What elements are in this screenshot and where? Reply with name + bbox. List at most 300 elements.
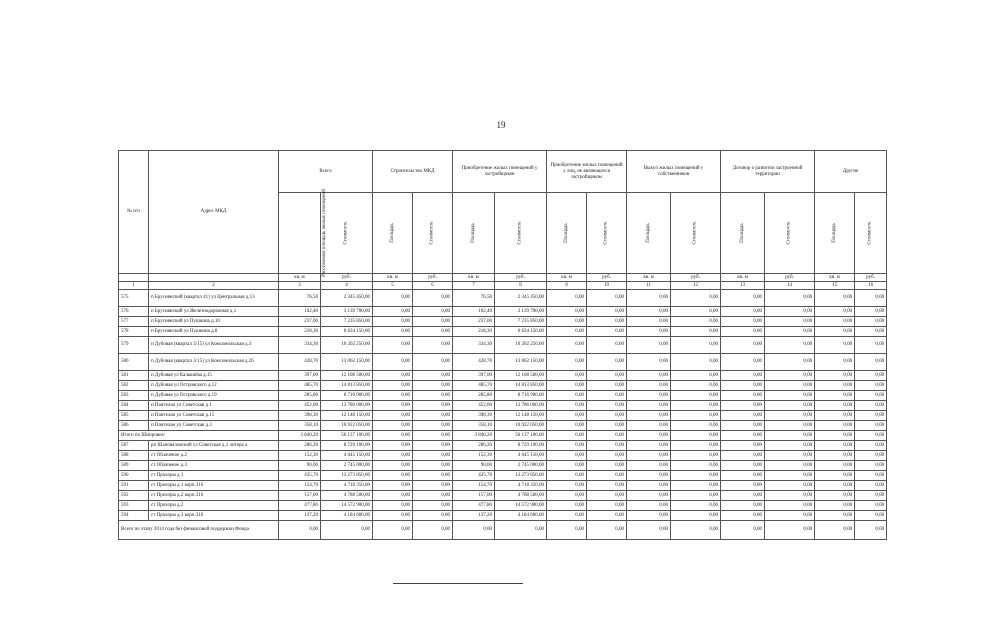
row-zero-value: 0,00 [627,371,671,381]
header-vykup: Выкуп жилых помещений у собственников [627,151,721,193]
unit-cell: кв. м [453,274,495,282]
row-area-developer: 76,50 [453,290,495,307]
row-area-construction: 0,00 [373,307,413,317]
row-zero-value: 0,00 [765,491,815,501]
row-cost-construction: 0,00 [413,307,453,317]
row-area-construction: 0,00 [373,411,413,421]
row-zero-value: 0,00 [627,401,671,411]
row-zero-value: 0,00 [721,337,765,354]
row-number: 587 [119,441,149,451]
row-zero-value: 0,00 [721,381,765,391]
row-zero-value: 0,00 [815,391,855,401]
row-zero-value: 0,00 [721,391,765,401]
row-zero-value: 0,00 [855,501,887,511]
row-address: п Бруснянский ул Железнодорожная д.1 [149,307,279,317]
colnum-cell: 15 [815,282,855,290]
row-area-construction: 0,00 [373,381,413,391]
row-zero-value: 0,00 [671,511,721,521]
row-zero-value: 0,00 [765,411,815,421]
colnum-cell: 6 [413,282,453,290]
unit-cell: руб. [671,274,721,282]
row-area: 152,30 [279,451,321,461]
row-number: 578 [119,327,149,337]
row-zero-value: 0,00 [765,451,815,461]
row-zero-value: 0,00 [671,521,721,540]
row-zero-value: 0,00 [815,401,855,411]
colnum-cell: 12 [671,282,721,290]
row-zero-value: 0,00 [671,441,721,451]
subheader-area: Площадь [815,193,855,274]
colnum-cell: 2 [149,282,279,290]
row-area-developer: 286,20 [453,441,495,451]
row-zero-value: 0,00 [815,354,855,371]
row-zero-value: 0,00 [547,491,587,501]
row-zero-value: 0,00 [671,354,721,371]
unit-cell: руб. [321,274,373,282]
row-zero-value: 0,00 [721,401,765,411]
row-zero-value: 0,00 [855,401,887,411]
row-zero-value: 0,00 [815,461,855,471]
row-zero-value: 0,00 [721,451,765,461]
colnum-cell: 13 [721,282,765,290]
row-zero-value: 0,00 [855,381,887,391]
row-zero-value: 0,00 [671,391,721,401]
row-area: 435,70 [279,471,321,481]
row-cost-developer: 4 184 600,00 [495,511,547,521]
row-cost-construction: 0,00 [413,337,453,354]
row-zero-value: 0,00 [587,401,627,411]
row-cost-construction: 0,00 [413,421,453,431]
row-cost: 10 202 250,00 [321,337,373,354]
table-row [119,461,887,471]
row-area-construction: 0,00 [373,481,413,491]
row-cost-developer: 4 718 350,00 [495,481,547,491]
row-zero-value: 0,00 [815,451,855,461]
row-zero-value: 0,00 [855,411,887,421]
row-zero-value: 0,00 [855,521,887,540]
row-zero-value: 0,00 [671,461,721,471]
row-zero-value: 0,00 [587,337,627,354]
row-cost: 56 137 100,00 [321,431,373,441]
header-priobr-lic: Приобретение жилых помещений у лиц, не являющихся застройщиком [547,151,627,193]
row-zero-value: 0,00 [815,411,855,421]
subheader-cost: Стоимость [495,193,547,274]
row-zero-value: 0,00 [855,290,887,307]
row-zero-value: 0,00 [627,431,671,441]
column-numbers-row [119,282,887,290]
subheader-area: Площадь [721,193,765,274]
row-cost-construction: 0,00 [413,371,453,381]
row-cost-developer: 56 137 100,00 [495,431,547,441]
row-zero-value: 0,00 [721,421,765,431]
row-area: 237,00 [279,317,321,327]
colnum-cell: 8 [495,282,547,290]
units-empty [119,274,149,282]
row-zero-value: 0,00 [671,371,721,381]
row-area: 0,00 [279,521,321,540]
row-zero-value: 0,00 [855,461,887,471]
row-zero-value: 0,00 [547,521,587,540]
table-row [119,337,887,354]
header-dogovor: Договор о развитии застроенной территории [721,151,815,193]
row-zero-value: 0,00 [721,354,765,371]
row-zero-value: 0,00 [671,401,721,411]
table-row [119,451,887,461]
row-cost: 10 922 050,00 [321,421,373,431]
row-zero-value: 0,00 [815,441,855,451]
row-cost: 2 745 000,00 [321,461,373,471]
row-cost-construction: 0,00 [413,461,453,471]
row-area: 76,50 [279,290,321,307]
table-row [119,354,887,371]
row-zero-value: 0,00 [671,481,721,491]
row-cost: 13 062 150,00 [321,354,373,371]
row-zero-value: 0,00 [855,307,887,317]
row-zero-value: 0,00 [627,501,671,511]
row-address: ст Прохоры д.1 [149,471,279,481]
row-cost-developer: 4 645 150,00 [495,451,547,461]
row-zero-value: 0,00 [765,391,815,401]
row-number: 576 [119,307,149,317]
header-vsego: Всего [279,151,373,193]
row-zero-value: 0,00 [671,317,721,327]
row-zero-value: 0,00 [721,501,765,511]
row-zero-value: 0,00 [587,371,627,381]
subheader-area: Площадь [627,193,671,274]
row-zero-value: 0,00 [627,307,671,317]
row-cost-construction: 0,00 [413,327,453,337]
subheader-area: Площадь [453,193,495,274]
subheader-area: Площадь [373,193,413,274]
unit-cell: руб. [413,274,453,282]
row-zero-value: 0,00 [587,451,627,461]
row-area-construction: 0,00 [373,401,413,411]
unit-cell: кв. м [721,274,765,282]
row-address: п Дубовая ул Островского д.12 [149,381,279,391]
row-zero-value: 0,00 [547,411,587,421]
row-zero-value: 0,00 [547,337,587,354]
row-area-developer: 334,30 [453,337,495,354]
table-row [119,327,887,337]
row-zero-value: 0,00 [721,411,765,421]
row-zero-value: 0,00 [765,337,815,354]
row-cost-construction: 0,00 [413,354,453,371]
row-cost: 4 184 600,00 [321,511,373,521]
row-zero-value: 0,00 [721,481,765,491]
row-area-construction: 0,00 [373,354,413,371]
row-zero-value: 0,00 [627,511,671,521]
row-zero-value: 0,00 [855,391,887,401]
colnum-cell: 7 [453,282,495,290]
row-zero-value: 0,00 [815,290,855,307]
unit-cell: кв. м [547,274,587,282]
housing-table [118,150,887,540]
row-cost-construction: 0,00 [413,511,453,521]
row-address: п Пантелан ул Советская д.3 [149,421,279,431]
row-number: 575 [119,290,149,307]
row-zero-value: 0,00 [671,337,721,354]
row-zero-value: 0,00 [587,511,627,521]
row-area-developer: 3 840,20 [453,431,495,441]
subheader-cost: Стоимость [587,193,627,274]
colnum-cell: 4 [321,282,373,290]
row-number: 589 [119,461,149,471]
row-area-developer: 237,00 [453,317,495,327]
row-area-construction: 0,00 [373,391,413,401]
row-cost-developer: 3 139 700,00 [495,307,547,317]
unit-cell: кв. м [627,274,671,282]
row-address: п Пантелан ул Советская д.15 [149,411,279,421]
row-cost-construction: 0,00 [413,391,453,401]
row-zero-value: 0,00 [547,421,587,431]
summary-row [119,431,887,441]
row-number: 590 [119,471,149,481]
header-drugie: Другие [815,151,887,193]
row-area-developer: 398,30 [453,411,495,421]
row-zero-value: 0,00 [721,521,765,540]
summary-label: Итого по Шипровое: [119,431,279,441]
row-address: п Дубовая (квартал 3/15) ул Комсомольская д.26 [149,354,279,371]
row-cost-developer: 10 202 250,00 [495,337,547,354]
row-zero-value: 0,00 [855,354,887,371]
row-area-developer: 218,30 [453,327,495,337]
row-zero-value: 0,00 [587,327,627,337]
subheader-cost: Стоимость [413,193,453,274]
colnum-cell: 1 [119,282,149,290]
row-zero-value: 0,00 [627,421,671,431]
row-cost: 8 729 100,00 [321,441,373,451]
row-cost-developer: 13 062 150,00 [495,354,547,371]
row-cost: 12 108 500,00 [321,371,373,381]
unit-cell: руб. [495,274,547,282]
table-row [119,471,887,481]
row-zero-value: 0,00 [627,327,671,337]
row-number: 593 [119,501,149,511]
row-area-developer: 477,80 [453,501,495,511]
row-zero-value: 0,00 [547,511,587,521]
table-row [119,491,887,501]
row-cost: 12 148 150,00 [321,411,373,421]
row-zero-value: 0,00 [815,307,855,317]
row-area-construction: 0,00 [373,491,413,501]
row-zero-value: 0,00 [627,381,671,391]
row-zero-value: 0,00 [721,290,765,307]
row-area: 157,00 [279,491,321,501]
row-cost-construction: 0,00 [413,290,453,307]
row-cost: 2 345 450,00 [321,290,373,307]
subheader-area: Площадь [547,193,587,274]
row-area: 485,70 [279,381,321,391]
row-address: ст Прохоры д.1 корп.316 [149,481,279,491]
row-area: 397,00 [279,371,321,381]
row-area: 3 840,20 [279,431,321,441]
row-number: 592 [119,491,149,501]
row-zero-value: 0,00 [587,521,627,540]
row-cost: 4 718 350,00 [321,481,373,491]
row-area: 154,70 [279,481,321,491]
row-area-construction: 0,00 [373,317,413,327]
row-zero-value: 0,00 [627,491,671,501]
row-cost-construction: 0,00 [413,501,453,511]
row-number: 591 [119,481,149,491]
unit-cell: руб. [587,274,627,282]
row-area-developer: 157,00 [453,491,495,501]
row-area-developer: 452,00 [453,401,495,411]
row-number: 585 [119,411,149,421]
row-area-developer: 90,00 [453,461,495,471]
row-zero-value: 0,00 [765,501,815,511]
row-cost-construction: 0,00 [413,317,453,327]
row-zero-value: 0,00 [721,441,765,451]
row-zero-value: 0,00 [765,371,815,381]
row-cost: 4 788 500,00 [321,491,373,501]
row-zero-value: 0,00 [627,337,671,354]
row-cost: 0,00 [321,521,373,540]
row-cost: 14 572 900,00 [321,501,373,511]
row-zero-value: 0,00 [627,471,671,481]
unit-cell: руб. [765,274,815,282]
row-zero-value: 0,00 [671,411,721,421]
row-area-construction: 0,00 [373,371,413,381]
row-cost-developer: 13 273 850,00 [495,471,547,481]
header-stroitelstvo: Строительство МКД [373,151,453,193]
row-zero-value: 0,00 [547,401,587,411]
row-cost: 8 716 900,00 [321,391,373,401]
row-zero-value: 0,00 [587,307,627,317]
row-zero-value: 0,00 [587,461,627,471]
row-area-construction: 0,00 [373,511,413,521]
row-zero-value: 0,00 [721,431,765,441]
row-area-developer: 102,40 [453,307,495,317]
row-area: 398,30 [279,411,321,421]
row-zero-value: 0,00 [765,290,815,307]
signature-line [393,583,523,584]
table-row [119,371,887,381]
row-area-developer: 152,30 [453,451,495,461]
row-zero-value: 0,00 [855,371,887,381]
row-area-construction: 0,00 [373,471,413,481]
row-zero-value: 0,00 [547,501,587,511]
row-cost: 14 813 850,00 [321,381,373,391]
row-cost-developer: 13 786 000,00 [495,401,547,411]
row-zero-value: 0,00 [765,521,815,540]
row-zero-value: 0,00 [855,491,887,501]
row-zero-value: 0,00 [627,354,671,371]
row-zero-value: 0,00 [547,290,587,307]
row-area-construction: 0,00 [373,327,413,337]
row-zero-value: 0,00 [765,431,815,441]
row-address: п Бруснянский ул Пушкина д.10 [149,317,279,327]
row-zero-value: 0,00 [627,481,671,491]
row-zero-value: 0,00 [587,290,627,307]
row-zero-value: 0,00 [855,441,887,451]
row-cost: 3 139 700,00 [321,307,373,317]
row-zero-value: 0,00 [671,421,721,431]
row-zero-value: 0,00 [855,511,887,521]
row-zero-value: 0,00 [587,354,627,371]
row-cost-developer: 12 108 500,00 [495,371,547,381]
header-row [119,151,887,193]
row-area-construction: 0,00 [373,431,413,441]
row-area-construction: 0,00 [373,337,413,354]
row-zero-value: 0,00 [765,354,815,371]
row-address: п Дубовая ул Калышёва д.15 [149,371,279,381]
subheader-cost: Стоимость [321,193,373,274]
row-zero-value: 0,00 [671,307,721,317]
row-number: 588 [119,451,149,461]
table-row [119,290,887,307]
row-zero-value: 0,00 [587,391,627,401]
row-zero-value: 0,00 [855,337,887,354]
row-area: 286,20 [279,441,321,451]
row-zero-value: 0,00 [855,317,887,327]
row-zero-value: 0,00 [627,391,671,401]
subheader-cost: Стоимость [855,193,887,274]
row-area: 358,10 [279,421,321,431]
row-cost-construction: 0,00 [413,441,453,451]
row-area-construction: 0,00 [373,451,413,461]
table-row [119,481,887,491]
row-area-construction: 0,00 [373,461,413,471]
row-cost: 13 786 000,00 [321,401,373,411]
row-address: п Пантелан ул Советская д.1 [149,401,279,411]
row-number: 581 [119,371,149,381]
row-zero-value: 0,00 [815,501,855,511]
unit-cell: кв. м [279,274,321,282]
subheader-area-total: Расселяемая площадь жилых помещений [279,193,321,274]
row-address: п Бруснянский ул Пушкина д.8 [149,327,279,337]
row-zero-value: 0,00 [627,411,671,421]
row-cost-developer: 14 572 900,00 [495,501,547,511]
summary-label: Всего по этапу 2014 года без финансовой поддержки Фонда [119,521,279,540]
row-zero-value: 0,00 [547,327,587,337]
row-area: 137,20 [279,511,321,521]
unit-cell: кв. м [373,274,413,282]
row-zero-value: 0,00 [587,441,627,451]
row-area-developer: 0,00 [453,521,495,540]
row-area-developer: 428,70 [453,354,495,371]
row-address: ст Прохоры д.3 корп.316 [149,511,279,521]
row-address: п Бруснянский (квартал 41) ул Центральная д.13 [149,290,279,307]
row-area: 452,00 [279,401,321,411]
row-cost-developer: 6 634 150,00 [495,327,547,337]
colnum-cell: 10 [587,282,627,290]
row-area-construction: 0,00 [373,501,413,511]
row-zero-value: 0,00 [721,317,765,327]
row-zero-value: 0,00 [547,441,587,451]
row-cost-developer: 4 788 500,00 [495,491,547,501]
colnum-cell: 11 [627,282,671,290]
row-zero-value: 0,00 [547,431,587,441]
unit-cell: кв. м [815,274,855,282]
row-zero-value: 0,00 [815,431,855,441]
row-zero-value: 0,00 [815,521,855,540]
row-number: 586 [119,421,149,431]
row-zero-value: 0,00 [765,327,815,337]
row-zero-value: 0,00 [855,451,887,461]
row-zero-value: 0,00 [765,381,815,391]
row-zero-value: 0,00 [721,371,765,381]
row-area-developer: 154,70 [453,481,495,491]
row-zero-value: 0,00 [765,307,815,317]
row-number: 582 [119,381,149,391]
row-zero-value: 0,00 [547,391,587,401]
row-area: 90,00 [279,461,321,471]
table-row [119,411,887,421]
row-zero-value: 0,00 [721,461,765,471]
row-number: 584 [119,401,149,411]
row-zero-value: 0,00 [587,471,627,481]
